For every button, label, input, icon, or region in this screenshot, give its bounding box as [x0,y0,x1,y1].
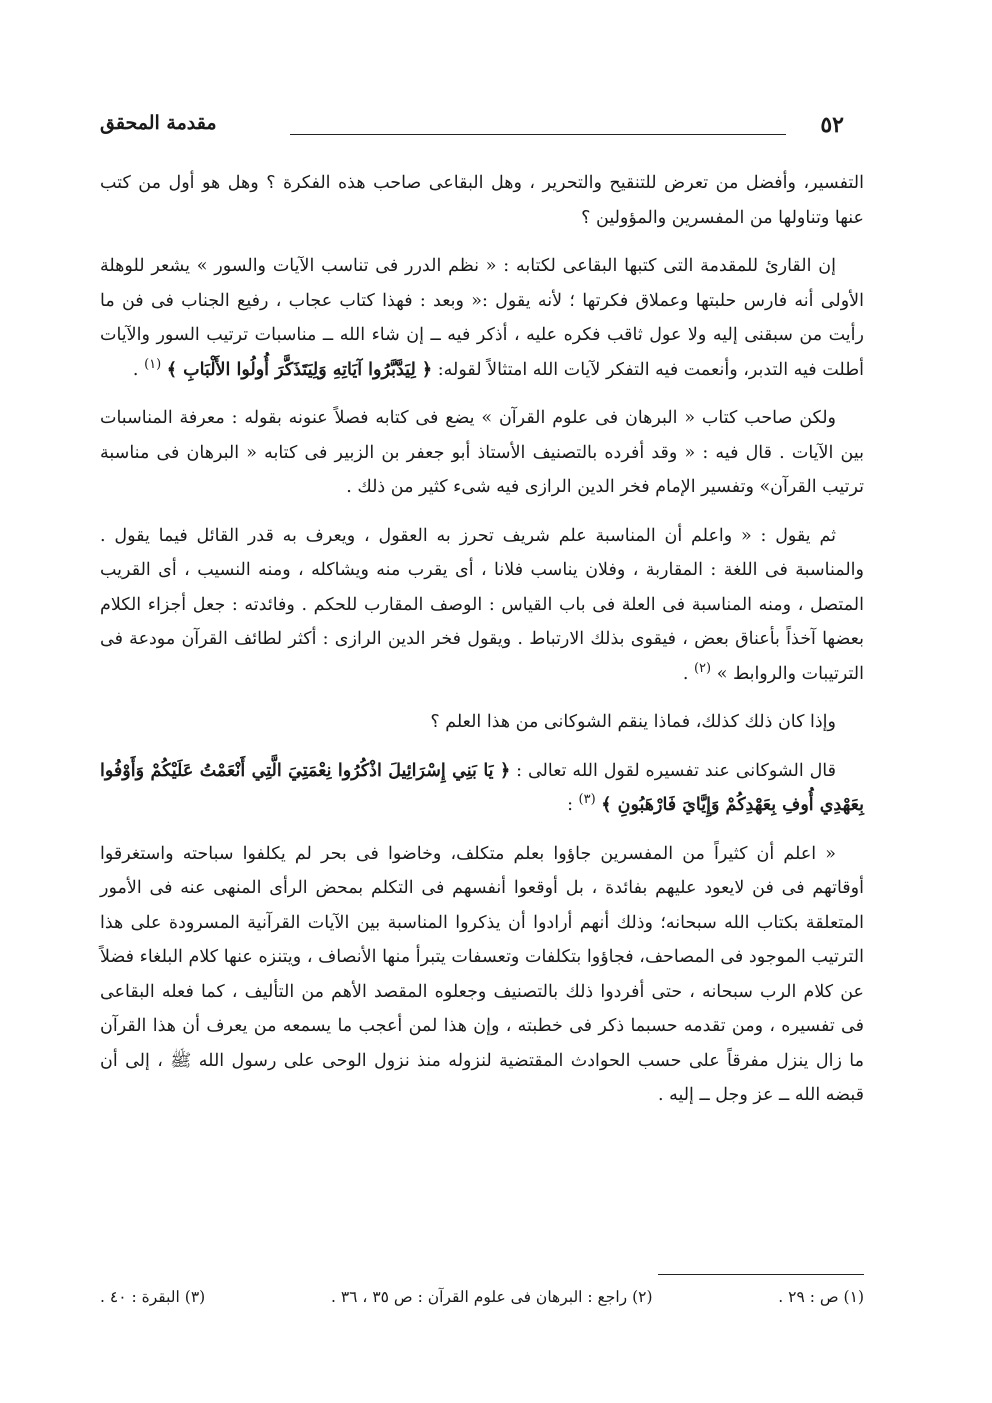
paragraph-2 [100,249,864,387]
main-text [100,166,864,1127]
page-header [100,112,844,152]
footnote-1: (١) ص : ٢٩ . [778,1288,864,1306]
paragraph-6 [100,754,864,823]
paragraph-2-end: . [132,359,145,380]
paragraph-6-text: قال الشوكانى عند تفسيره لقول الله تعالى : [516,760,837,781]
paragraph-7: « اعلم أن كثيراً من المفسرين جاؤوا بعلم متكلف، وخاضوا فى بحر لم يكلفوا سباحته واستغرقوا أوقاتهم فى فن لايعود عليهم بفائدة ، بل أوقعوا أنفسهم فى التكلم بمحض الرأى المنهى عنه فى الأمور المتعلقة بكتاب الله سبحانه؛ وذلك أنهم أرادوا أن يذكروا المناسبة بين الآيات القرآنية المسرودة على هذا الترتيب الموجود فى المصاحف، فجاؤوا بتكلفات وتعسفات يتبرأ منها الأنصاف ، ويتنزه عنها كلام البلغاء فضلاً عن كلام الرب سبحانه ، حتى أفردوا ذلك بالتصنيف وجعلوه المقصد الأهم من التأليف ، كما فعله البقاعى فى تفسيره ، ومن تقدمه حسبما ذكر فى خطبته ، وإن هذا لمن أعجب ما يسمعه من يعرف أن هذا القرآن ما زال ينزل مفرقاً على حسب الحوادث المقتضية لنزوله منذ نزول الوحى على رسول الله ﷺ ، إلى أن قبضه الله ــ عز وجل ــ إليه . [100,843,864,1105]
footnote-marker-2: (٢) [693,660,712,676]
footnotes [100,1288,864,1306]
paragraph-3: ولكن صاحب كتاب « البرهان فى علوم القرآن » يضع فى كتابه فصلاً عنونه بقوله : معرفة المناسبات بين الآيات . قال فيه : « وقد أفرده بالتصنيف الأستاذ أبو جعفر بن الزبير فى كتابه « البرهان فى مناسبة ترتيب القرآن» وتفسير الإمام فخر الدين الرازى فيه شىء كثير من ذلك . [100,408,864,497]
footnote-3: (٣) البقرة : ٤٠ . [100,1288,206,1306]
running-title: مقدمة المحقق [100,112,217,134]
paragraph-6-end: : [567,795,579,815]
header-rule [290,134,786,135]
paragraph-4-end: . [682,663,694,684]
paragraph-5: وإذا كان ذلك كذلك، فماذا ينقم الشوكانى من هذا العلم ؟ [430,712,836,732]
page-number: ٥٢ [820,112,844,138]
quran-verse-1: ﴿ لِيَدَّبَّرُوا آيَاتِهِ وَلِيَتَذَكَّرَ أُولُوا الأَلْبَابِ ﴾ [166,359,433,380]
paragraph-4-text: ثم يقول : « واعلم أن المناسبة علم شريف تحرز به العقول ، ويعرف به قدر القائل فيما يقول . والمناسبة فى اللغة : المقاربة ، وفلان يناسب فلانا ، أى يقرب منه ويشاكله ، ومنه النسيب ، أى القريب المتصل ، ومنه المناسبة فى العلة فى باب القياس : الوصف المقارب للحكم . وفائدته : جعل أجزاء الكلام بعضها آخذاً بأعناق بعض ، فيقوى بذلك الارتباط . ويقول فخر الدين الرازى : أكثر لطائف القرآن مودعة فى الترتيبات والروابط » [100,525,864,684]
footnote-marker-1: (١) [144,356,162,372]
footnote-rule [658,1274,864,1275]
footnote-marker-3: (٣) [578,792,596,808]
paragraph-2-text: إن القارئ للمقدمة التى كتبها البقاعى لكتابه : « نظم الدرر فى تناسب الآيات والسور » يشعر للوهلة الأولى أنه فارس حلبتها وعملاق فكرتها ؛ لأنه يقول :« وبعد : فهذا كتاب عجاب ، رفيع الجناب فى فن ما رأيت من سبقنى إليه ولا عول ثاقب فكره عليه ، أذكر فيه ــ إن شاء الله ــ مناسبات ترتيب السور والآيات أطلت فيه التدبر، وأنعمت فيه التفكر لآيات الله امتثالاً لقوله: [100,256,864,380]
paragraph-4 [100,519,864,692]
quran-verse-2: ﴿ يَا بَنِي إِسْرَائِيلَ اذْكُرُوا نِعْمَتِيَ الَّتِي أَنْعَمْتُ عَلَيْكُمْ وَأَوْفُوا بِعَهْدِي أُوفِ بِعَهْدِكُمْ وَإِيَّايَ فَارْهَبُونِ ﴾ [100,760,864,815]
paragraph-1: التفسير، وأفضل من تعرض للتنقيح والتحرير ، وهل البقاعى صاحب هذه الفكرة ؟ وهل هو أول من كتب عنها وتناولها من المفسرين والمؤولين ؟ [100,173,864,228]
footnote-2: (٢) راجع : البرهان فى علوم القرآن : ص ٣٥ ، ٣٦ . [330,1288,653,1306]
